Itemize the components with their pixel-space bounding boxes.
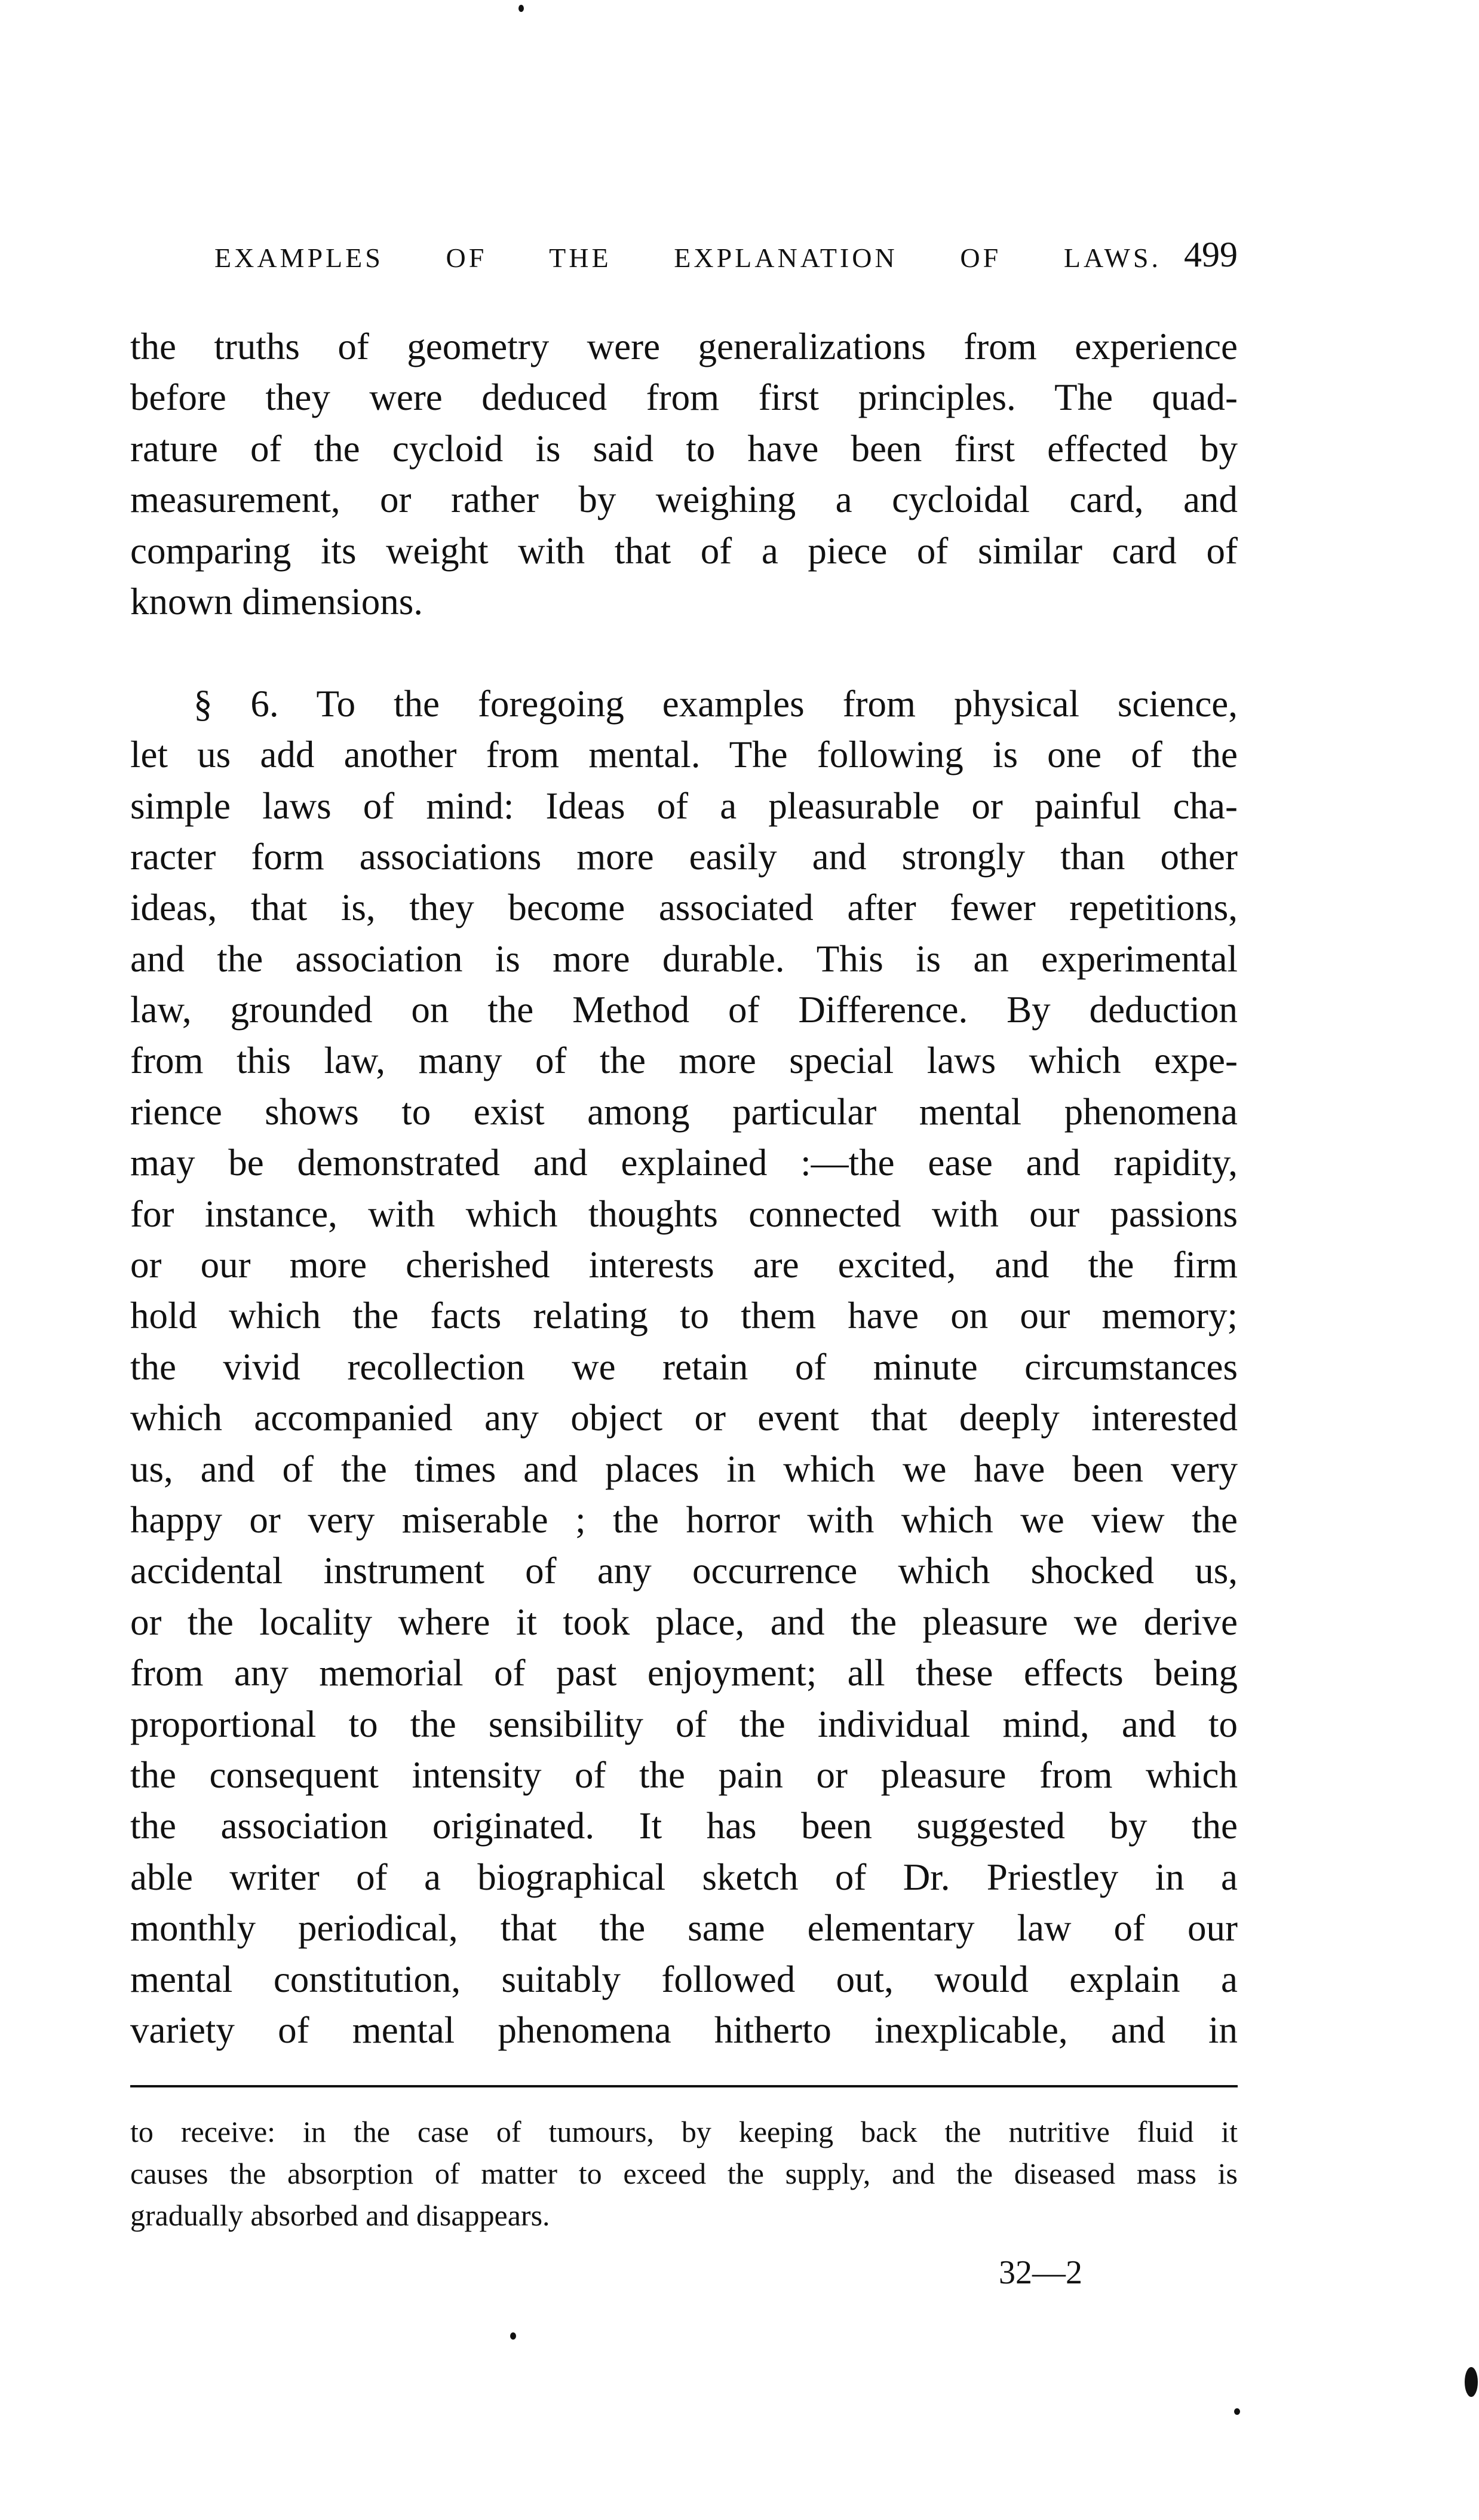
text-line: and the association is more durable. This is an experimental: [130, 937, 1238, 980]
text-line: accidental instrument of any occurrence which shocked us,: [130, 1550, 1238, 1592]
paragraph-gap: [130, 627, 1238, 678]
text-line: happy or very miserable ; the horror with which we view the: [130, 1498, 1238, 1541]
scan-speck: [510, 2332, 516, 2340]
text-line: or our more cherished interests are excited, and the firm: [130, 1244, 1238, 1286]
signature-mark: 32—2: [999, 2254, 1082, 2291]
footnote-line: causes the absorption of matter to exceed the supply, and the diseased mass is: [130, 2157, 1238, 2190]
paragraph-2: [130, 679, 1238, 2056]
text-line: proportional to the sensibility of the individual mind, and to: [130, 1703, 1238, 1745]
text-line: variety of mental phenomena hitherto inexplicable, and in: [130, 2009, 1238, 2051]
footnote-rule: [130, 2085, 1238, 2087]
scan-blot: [1465, 2367, 1478, 2397]
text-line: mental constitution, suitably followed out, would explain a: [130, 1958, 1238, 2000]
text-line: measurement, or rather by weighing a cycloidal card, and: [130, 479, 1238, 521]
page-number: 499: [1184, 235, 1238, 274]
text-line: hold which the facts relating to them have on our memory;: [130, 1295, 1238, 1337]
text-line: from this law, many of the more special laws which expe-: [130, 1040, 1238, 1082]
text-line: simple laws of mind: Ideas of a pleasurable or painful cha-: [130, 784, 1238, 827]
text-line: ideas, that is, they become associated after fewer repetitions,: [130, 887, 1238, 929]
text-line: known dimensions.: [130, 580, 424, 623]
body-text: [130, 321, 1238, 2056]
text-line: may be demonstrated and explained :—the ease and rapidity,: [130, 1142, 1238, 1184]
text-line: from any memorial of past enjoyment; all these effects being: [130, 1652, 1238, 1694]
text-line: us, and of the times and places in which we have been very: [130, 1448, 1238, 1490]
text-line: for instance, with which thoughts connected with our passions: [130, 1192, 1238, 1235]
text-line: before they were deduced from first principles. The quad-: [130, 376, 1238, 419]
text-line: let us add another from mental. The following is one of the: [130, 734, 1238, 776]
text-line: able writer of a biographical sketch of Dr. Priestley in a: [130, 1856, 1238, 1898]
text-line: racter form associations more easily and strongly than other: [130, 835, 1238, 878]
text-line: rature of the cycloid is said to have been first effected by: [130, 427, 1238, 470]
text-line: rience shows to exist among particular mental phenomena: [130, 1090, 1238, 1133]
text-line: comparing its weight with that of a piece of similar card of: [130, 529, 1238, 572]
scan-speck: [518, 5, 524, 12]
running-head: EXAMPLES OF THE EXPLANATION OF LAWS.: [214, 243, 1161, 273]
paragraph-1: [130, 321, 1238, 627]
footnote: [130, 2111, 1238, 2236]
text-line: law, grounded on the Method of Difference. By deduction: [130, 989, 1238, 1031]
text-line: § 6. To the foregoing examples from physical science,: [194, 682, 1238, 725]
text-line: monthly periodical, that the same elementary law of our: [130, 1907, 1238, 1949]
text-line: the truths of geometry were generalizations from experience: [130, 326, 1238, 367]
text-line: which accompanied any object or event that deeply interested: [130, 1397, 1238, 1439]
scan-speck: [1234, 2408, 1240, 2415]
footnote-line: gradually absorbed and disappears.: [130, 2199, 550, 2232]
text-line: the vivid recollection we retain of minute circumstances: [130, 1345, 1238, 1388]
text-line: or the locality where it took place, and the pleasure we derive: [130, 1601, 1238, 1643]
footnote-line: to receive: in the case of tumours, by keeping back the nutritive fluid it: [130, 2115, 1238, 2148]
text-line: the consequent intensity of the pain or pleasure from which: [130, 1753, 1238, 1796]
text-line: the association originated. It has been suggested by the: [130, 1805, 1238, 1847]
